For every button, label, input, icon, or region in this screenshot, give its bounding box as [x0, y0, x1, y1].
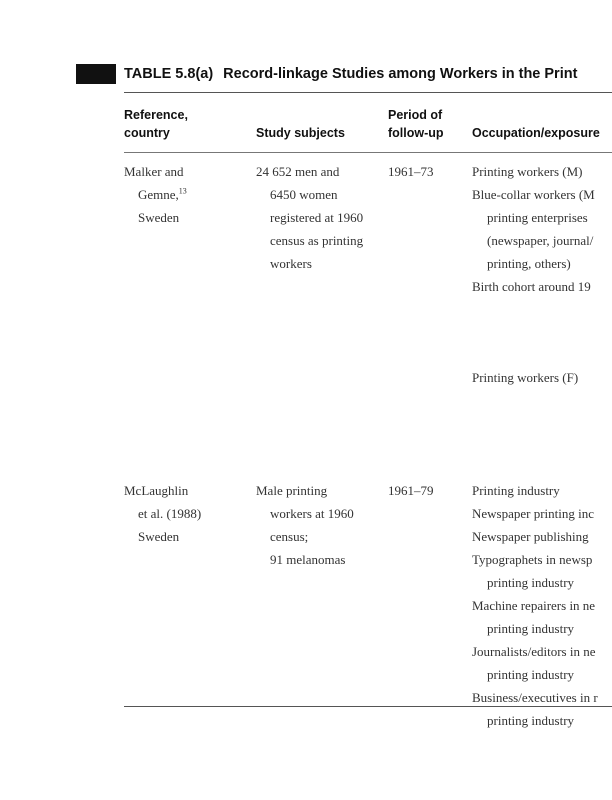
table-label: TABLE 5.8(a) [124, 66, 214, 82]
table-row-1-period: 1961–73 [388, 164, 434, 179]
table-row-1-occupation: Printing workers (M) Blue-collar workers (M printing enterprises (newspaper, journal/ printing, others) Birth cohort around 19 [472, 164, 595, 294]
header-reference: Reference, country [124, 108, 188, 140]
header-study-subjects: Study subjects [256, 126, 345, 140]
table-title [124, 64, 577, 84]
table-row-2-period: 1961–79 [388, 483, 434, 498]
header-period: Period of follow-up [388, 108, 444, 140]
header-occupation: Occupation/exposure [472, 126, 600, 140]
reference-citation: 13 [178, 186, 187, 196]
table-top-rule [124, 92, 612, 93]
table-marker-bar [76, 64, 116, 84]
table-row-1-reference: Malker and Gemne,$^{13}$ Sweden [124, 164, 187, 225]
table-title-text: Record-linkage Studies among Workers in the Print [223, 66, 578, 82]
table-row-1-subjects: 24 652 men and 6450 women registered at 1960 census as printing workers [256, 164, 364, 271]
table-row-2-occupation: Printing industry Newspaper printing inc Newspaper publishing Typographets in newsp printing industry Machine repairers in ne printing industry Journalists/editors in ne printing industry Business/executives in r printing industry [472, 483, 598, 728]
table-row-2-reference: McLaughlin et al. (1988) Sweden [124, 483, 202, 544]
header-rule [124, 152, 612, 153]
table-bottom-rule [124, 706, 612, 707]
table-row-2-subjects: Male printing workers at 1960 census; 91 melanomas [256, 483, 354, 567]
table-row-1-occupation-female: Printing workers (F) [472, 370, 579, 385]
